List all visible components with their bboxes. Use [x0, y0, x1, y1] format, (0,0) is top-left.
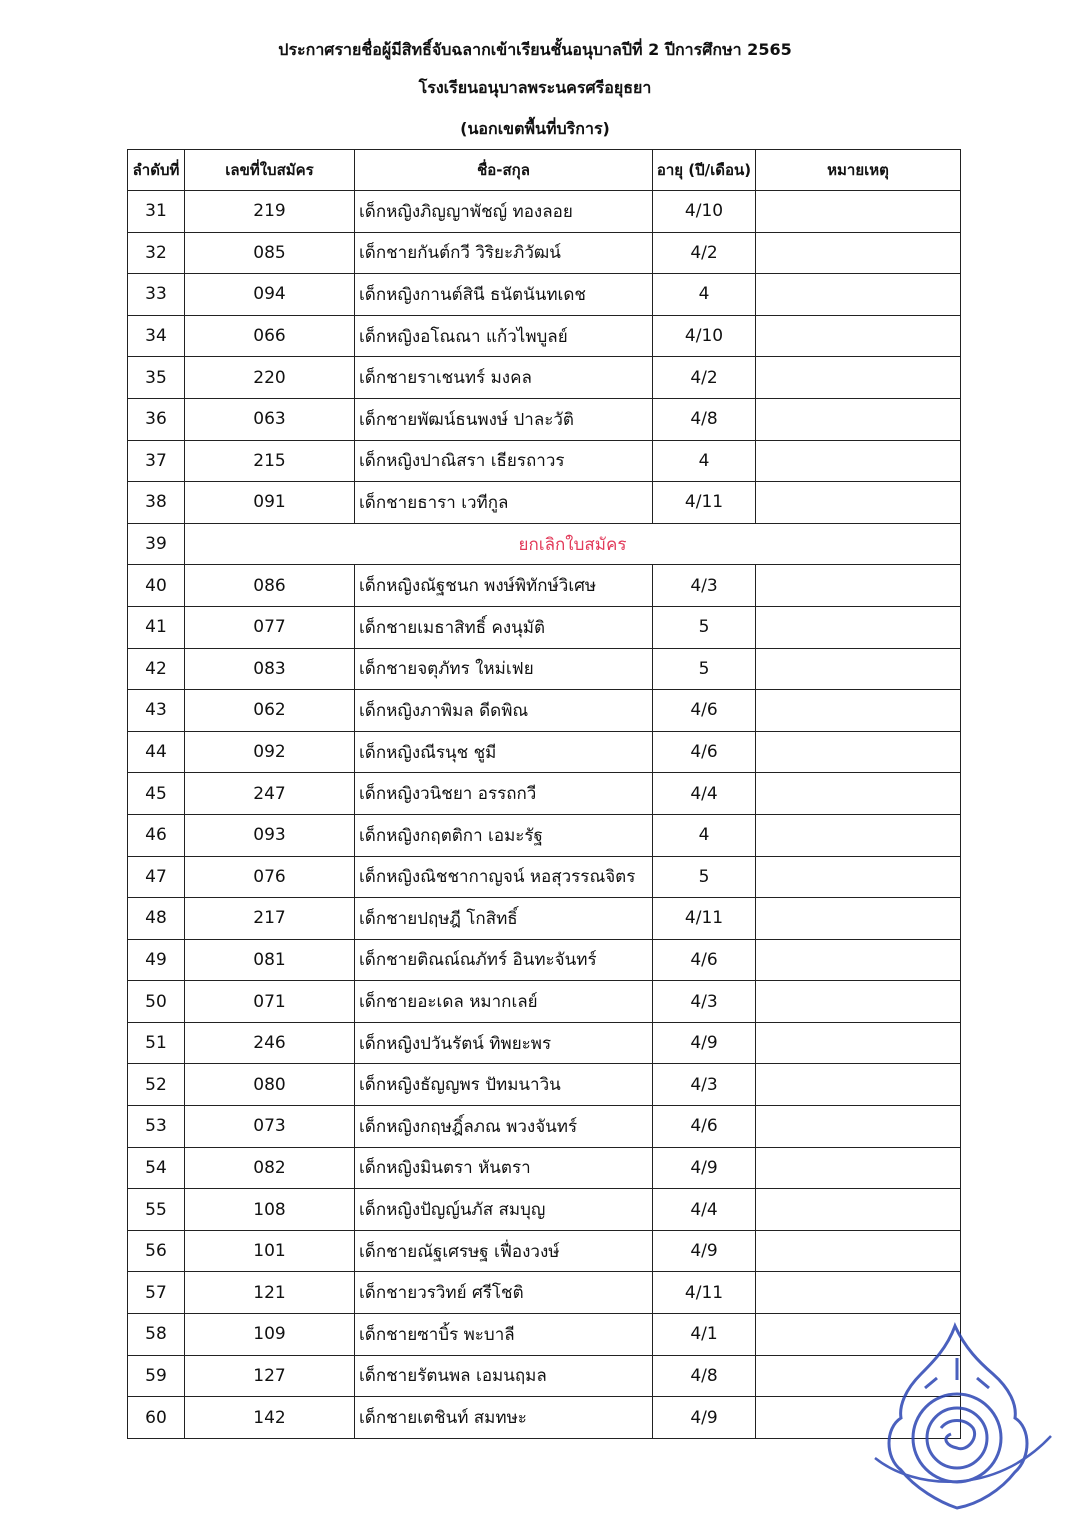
student-name: เด็กหญิงกานต์สินี ธนัตนันทเดช — [355, 274, 653, 316]
student-name: เด็กหญิงปาณิสรา เธียรถาวร — [355, 440, 653, 482]
student-name: เด็กชายธารา เวทีกูล — [355, 482, 653, 524]
table-row — [128, 648, 961, 690]
application-number: 082 — [185, 1147, 355, 1189]
remark-cell — [756, 482, 961, 524]
remark-cell — [756, 274, 961, 316]
application-number: 073 — [185, 1106, 355, 1148]
student-age: 4/11 — [653, 1272, 756, 1314]
remark-cell — [756, 232, 961, 274]
remark-cell — [756, 1106, 961, 1148]
application-number: 127 — [185, 1355, 355, 1397]
student-name: เด็กหญิงกฤษฎิ์ลภณ พวงจันทร์ — [355, 1106, 653, 1148]
application-number: 101 — [185, 1230, 355, 1272]
table-row — [128, 1106, 961, 1148]
header-row — [128, 150, 961, 191]
remark-cell — [756, 606, 961, 648]
remark-cell — [756, 731, 961, 773]
row-number: 43 — [128, 690, 185, 732]
school-name: โรงเรียนอนุบาลพระนครศรีอยุธยา — [418, 78, 652, 97]
remark-cell — [756, 690, 961, 732]
application-number: 121 — [185, 1272, 355, 1314]
table-row — [128, 274, 961, 316]
table-row — [128, 1230, 961, 1272]
application-number: 086 — [185, 565, 355, 607]
student-name: เด็กหญิงธัญญพร ปัทมนาวิน — [355, 1064, 653, 1106]
row-number: 59 — [128, 1355, 185, 1397]
table-row — [128, 1189, 961, 1231]
table-row — [128, 191, 961, 233]
table-row — [128, 565, 961, 607]
application-number: 062 — [185, 690, 355, 732]
student-name: เด็กหญิงวนิชยา อรรถกวี — [355, 773, 653, 815]
application-number: 083 — [185, 648, 355, 690]
application-number: 093 — [185, 814, 355, 856]
application-number: 071 — [185, 981, 355, 1023]
school-seal-stamp — [855, 1318, 1065, 1528]
table-row — [128, 690, 961, 732]
remark-cell — [756, 648, 961, 690]
student-name: เด็กชายราเชนทร์ มงคล — [355, 357, 653, 399]
remark-cell — [756, 1189, 961, 1231]
application-number: 109 — [185, 1314, 355, 1356]
student-age: 4 — [653, 814, 756, 856]
student-age: 4/11 — [653, 482, 756, 524]
application-number: 081 — [185, 939, 355, 981]
table-row — [128, 898, 961, 940]
application-number: 076 — [185, 856, 355, 898]
table-row — [128, 856, 961, 898]
student-name: เด็กชายซาบิ้ร พะบาลี — [355, 1314, 653, 1356]
row-number: 47 — [128, 856, 185, 898]
remark-cell — [756, 1064, 961, 1106]
remark-cell — [756, 357, 961, 399]
table-row — [128, 606, 961, 648]
remark-cell — [756, 1022, 961, 1064]
student-name: เด็กหญิงภิญญาพัชญ์ ทองลอย — [355, 191, 653, 233]
student-age: 4/11 — [653, 898, 756, 940]
student-age: 4/9 — [653, 1230, 756, 1272]
application-number: 215 — [185, 440, 355, 482]
student-age: 4/3 — [653, 981, 756, 1023]
table-row — [128, 939, 961, 981]
row-number: 46 — [128, 814, 185, 856]
row-number: 57 — [128, 1272, 185, 1314]
table-header — [128, 150, 961, 191]
row-number: 33 — [128, 274, 185, 316]
student-age: 4/9 — [653, 1022, 756, 1064]
row-number: 39 — [128, 523, 185, 565]
student-name: เด็กชายณัฐเศรษฐ เฟื่องวงษ์ — [355, 1230, 653, 1272]
row-number: 37 — [128, 440, 185, 482]
table-row — [128, 731, 961, 773]
row-number: 50 — [128, 981, 185, 1023]
student-age: 4/4 — [653, 1189, 756, 1231]
application-number: 220 — [185, 357, 355, 399]
application-number: 094 — [185, 274, 355, 316]
remark-cell — [756, 856, 961, 898]
header-full-name: ชื่อ-สกุล — [355, 150, 653, 191]
table-row — [128, 1064, 961, 1106]
row-number: 53 — [128, 1106, 185, 1148]
application-number: 066 — [185, 315, 355, 357]
table-body — [128, 191, 961, 1439]
row-number: 40 — [128, 565, 185, 607]
student-age: 5 — [653, 648, 756, 690]
row-number: 44 — [128, 731, 185, 773]
student-age: 4/8 — [653, 1355, 756, 1397]
remark-cell — [756, 981, 961, 1023]
applicant-table — [127, 149, 961, 1439]
student-age: 4/9 — [653, 1147, 756, 1189]
student-age: 4 — [653, 440, 756, 482]
row-number: 36 — [128, 398, 185, 440]
table-row — [128, 315, 961, 357]
student-name: เด็กชายเตชินท์ สมทษะ — [355, 1397, 653, 1439]
student-age: 4/8 — [653, 398, 756, 440]
student-name: เด็กหญิงณัฐชนก พงษ์พิทักษ์วิเศษ — [355, 565, 653, 607]
table-row — [128, 232, 961, 274]
student-age: 5 — [653, 856, 756, 898]
remark-cell — [756, 898, 961, 940]
remark-cell — [756, 315, 961, 357]
table-row — [128, 1355, 961, 1397]
application-number: 142 — [185, 1397, 355, 1439]
application-number: 080 — [185, 1064, 355, 1106]
remark-cell — [756, 191, 961, 233]
application-number: 246 — [185, 1022, 355, 1064]
remark-cell — [756, 565, 961, 607]
header-remark: หมายเหตุ — [756, 150, 961, 191]
remark-cell — [756, 1272, 961, 1314]
cancelled-application-note: ยกเลิกใบสมัคร — [185, 523, 961, 565]
application-number: 108 — [185, 1189, 355, 1231]
remark-cell — [756, 773, 961, 815]
table-row — [128, 1147, 961, 1189]
table-row — [128, 1397, 961, 1439]
student-name: เด็กหญิงณิชชากาญจน์ หอสุวรรณจิตร — [355, 856, 653, 898]
student-name: เด็กชายติณณ์ณภัทร์ อินทะจันทร์ — [355, 939, 653, 981]
document-title: ประกาศรายชื่อผู้มีสิทธิ์จับฉลากเข้าเรียนชั้นอนุบาลปีที่ 2 ปีการศึกษา 2565 — [278, 40, 792, 59]
student-age: 4 — [653, 274, 756, 316]
application-number: 063 — [185, 398, 355, 440]
student-name: เด็กชายรัตนพล เอมนฤมล — [355, 1355, 653, 1397]
table-row — [128, 773, 961, 815]
remark-cell — [756, 1147, 961, 1189]
student-name: เด็กชายพัฒน์ธนพงษ์ ปาละวัติ — [355, 398, 653, 440]
student-name: เด็กหญิงภาพิมล ดีดพิณ — [355, 690, 653, 732]
row-number: 45 — [128, 773, 185, 815]
header-application-no: เลขที่ใบสมัคร — [185, 150, 355, 191]
application-number: 217 — [185, 898, 355, 940]
table-row — [128, 398, 961, 440]
student-name: เด็กหญิงปวันรัตน์ ทิพยะพร — [355, 1022, 653, 1064]
remark-cell — [756, 1230, 961, 1272]
header-order: ลำดับที่ — [128, 150, 185, 191]
student-age: 4/3 — [653, 1064, 756, 1106]
table-row — [128, 1022, 961, 1064]
remark-cell — [756, 398, 961, 440]
student-age: 5 — [653, 606, 756, 648]
student-age: 4/10 — [653, 315, 756, 357]
application-number: 247 — [185, 773, 355, 815]
row-number: 54 — [128, 1147, 185, 1189]
table-row — [128, 523, 961, 565]
service-zone-subtitle: (นอกเขตพื้นที่บริการ) — [460, 119, 610, 138]
application-number: 219 — [185, 191, 355, 233]
table-row — [128, 1272, 961, 1314]
remark-cell — [756, 814, 961, 856]
table-row — [128, 814, 961, 856]
table-row — [128, 440, 961, 482]
student-name: เด็กชายวรวิทย์ ศรีโชติ — [355, 1272, 653, 1314]
application-number: 085 — [185, 232, 355, 274]
student-name: เด็กชายเมธาสิทธิ์ คงนุมัติ — [355, 606, 653, 648]
student-name: เด็กชายกันต์กวี วิริยะภิวัฒน์ — [355, 232, 653, 274]
student-age: 4/10 — [653, 191, 756, 233]
application-number: 092 — [185, 731, 355, 773]
table-row — [128, 357, 961, 399]
student-name: เด็กหญิงณีรนุช ชูมี — [355, 731, 653, 773]
student-age: 4/6 — [653, 1106, 756, 1148]
student-name: เด็กหญิงกฤตติกา เอมะรัฐ — [355, 814, 653, 856]
student-name: เด็กชายปฤษฎี โกสิทธิ์ — [355, 898, 653, 940]
header-age: อายุ (ปี/เดือน) — [653, 150, 756, 191]
student-age: 4/6 — [653, 731, 756, 773]
application-number: 077 — [185, 606, 355, 648]
row-number: 49 — [128, 939, 185, 981]
student-age: 4/6 — [653, 939, 756, 981]
row-number: 52 — [128, 1064, 185, 1106]
table-row — [128, 1314, 961, 1356]
row-number: 58 — [128, 1314, 185, 1356]
student-name: เด็กหญิงมินตรา หันตรา — [355, 1147, 653, 1189]
row-number: 60 — [128, 1397, 185, 1439]
student-age: 4/2 — [653, 232, 756, 274]
student-name: เด็กชายอะเดล หมากเลย์ — [355, 981, 653, 1023]
row-number: 34 — [128, 315, 185, 357]
row-number: 56 — [128, 1230, 185, 1272]
row-number: 31 — [128, 191, 185, 233]
row-number: 32 — [128, 232, 185, 274]
application-number: 091 — [185, 482, 355, 524]
student-name: เด็กชายจตุภัทร ใหม่เฟย — [355, 648, 653, 690]
student-name: เด็กหญิงอโณณา แก้วไพบูลย์ — [355, 315, 653, 357]
row-number: 41 — [128, 606, 185, 648]
student-age: 4/1 — [653, 1314, 756, 1356]
student-name: เด็กหญิงปัญญ์นภัส สมบุญ — [355, 1189, 653, 1231]
row-number: 38 — [128, 482, 185, 524]
row-number: 42 — [128, 648, 185, 690]
remark-cell — [756, 939, 961, 981]
row-number: 55 — [128, 1189, 185, 1231]
table-row — [128, 981, 961, 1023]
table-row — [128, 482, 961, 524]
remark-cell — [756, 440, 961, 482]
row-number: 51 — [128, 1022, 185, 1064]
student-age: 4/6 — [653, 690, 756, 732]
student-age: 4/9 — [653, 1397, 756, 1439]
student-age: 4/4 — [653, 773, 756, 815]
student-age: 4/2 — [653, 357, 756, 399]
row-number: 48 — [128, 898, 185, 940]
student-age: 4/3 — [653, 565, 756, 607]
row-number: 35 — [128, 357, 185, 399]
